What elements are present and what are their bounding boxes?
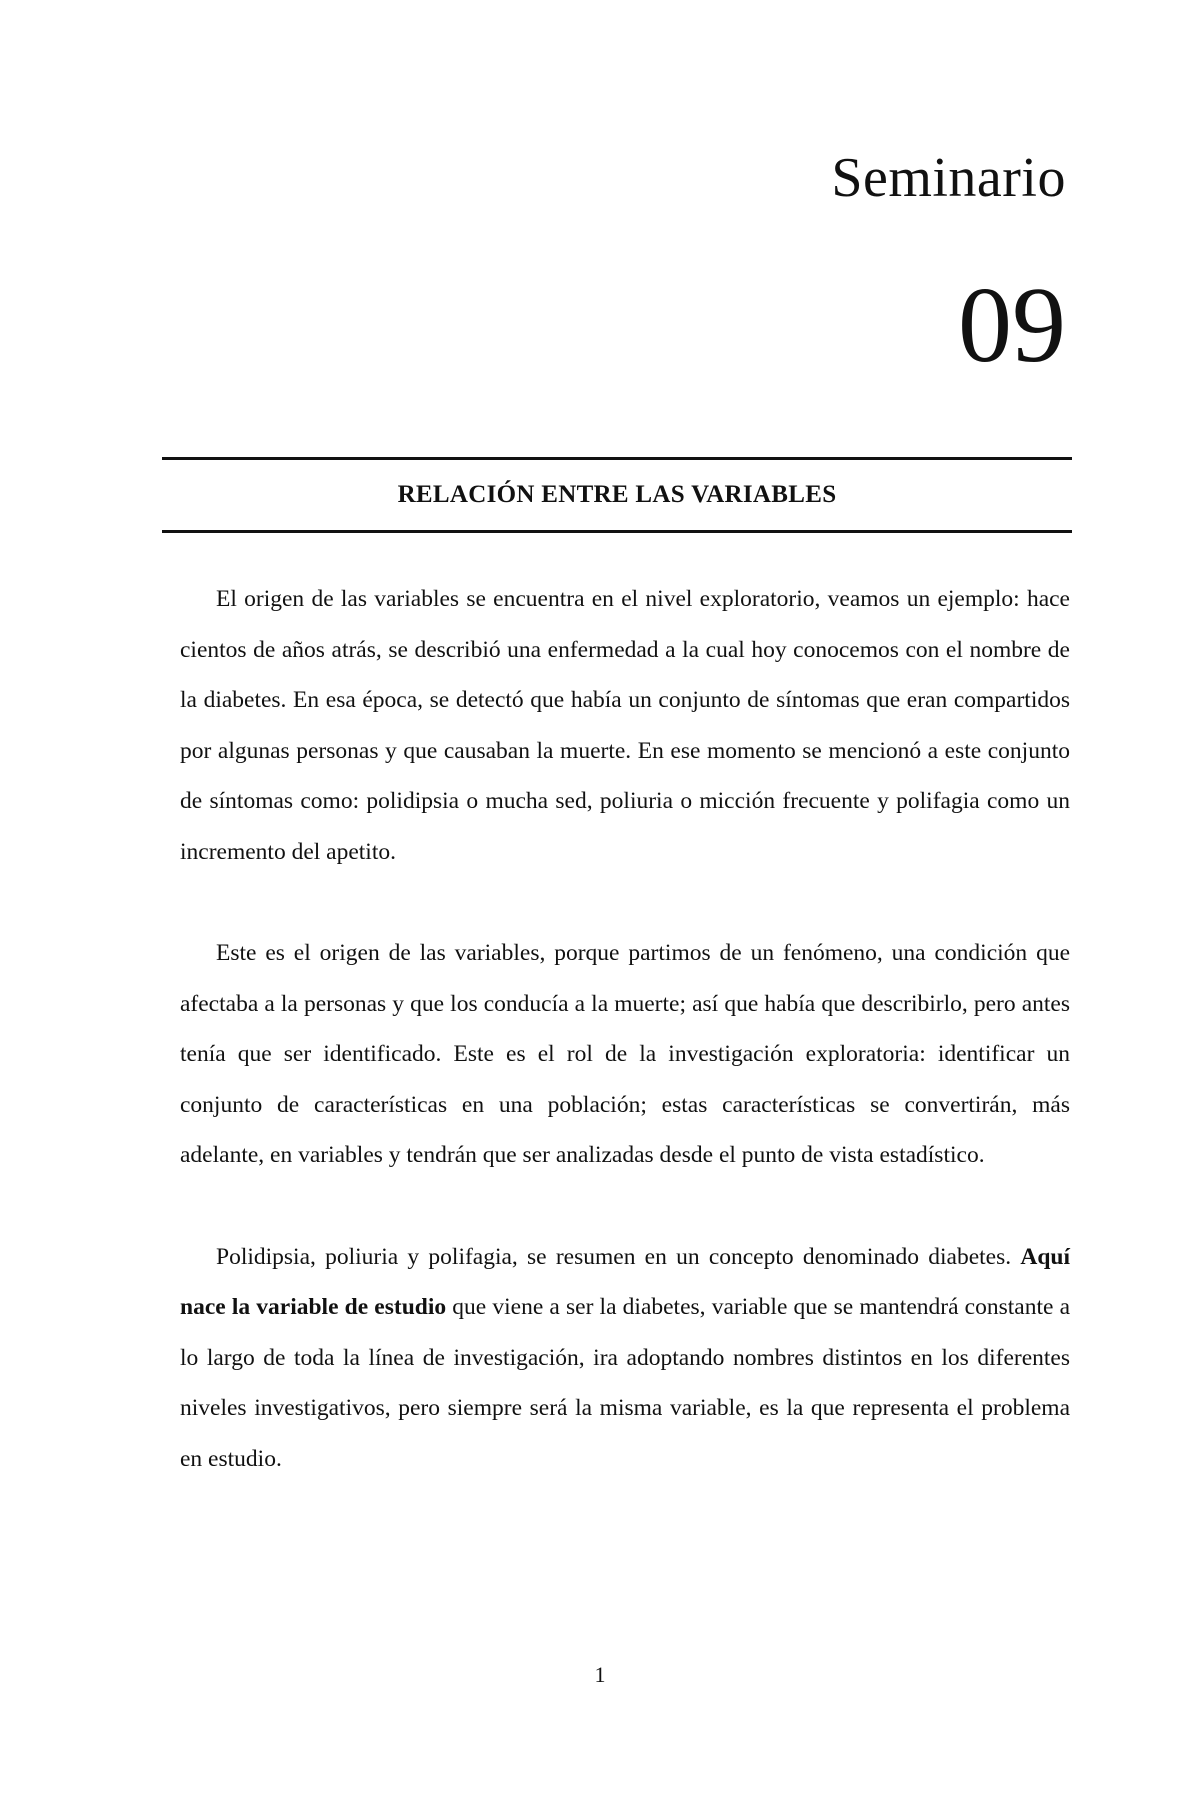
paragraph-3-intro: Polidipsia, poliuria y polifagia, se resumen en un concepto denominado diabetes.	[216, 1243, 1021, 1270]
paragraph-3-rest: que viene a ser la diabetes, variable que se mantendrá constante a lo largo de toda la línea de investigación, ira adoptando nombres distintos en los diferentes niveles investigativos, pero siempre será la misma variable, es la que representa el problema en estudio.	[180, 1294, 1070, 1472]
page-number: 1	[594, 1662, 606, 1687]
paragraph-3-emphasis: Aquí nace la variable de estudio	[180, 1243, 1070, 1320]
section-header	[162, 457, 1072, 533]
paragraph-1: El origen de las variables se encuentra en el nivel exploratorio, veamos un ejemplo: hace cientos de años atrás, se describió una enfermedad a la cual hoy conocemos con el nombre de la diabetes. En esa época, se detectó que había un conjunto de síntomas que eran compartidos por algunas personas y que causaban la muerte. En ese momento se mencionó a este conjunto de síntomas como: polidipsia o mucha sed, poliuria o micción frecuente y polifagia como un incremento del apetito.	[180, 586, 1070, 865]
chapter-number: 09	[958, 266, 1066, 385]
section-title: RELACIÓN ENTRE LAS VARIABLES	[397, 481, 837, 508]
paragraph-3	[180, 1232, 1070, 1485]
body-text	[180, 574, 1070, 1484]
paragraph-2: Este es el origen de las variables, porque partimos de un fenómeno, una condición que afectaba a la personas y que los conducía a la muerte; así que había que describirlo, pero antes tenía que ser identificado. Este es el rol de la investigación exploratoria: identificar un conjunto de características en una población; estas características se convertirán, más adelante, en variables y tendrán que ser analizadas desde el punto de vista estadístico.	[180, 940, 1070, 1168]
chapter-label: Seminario	[831, 147, 1066, 209]
